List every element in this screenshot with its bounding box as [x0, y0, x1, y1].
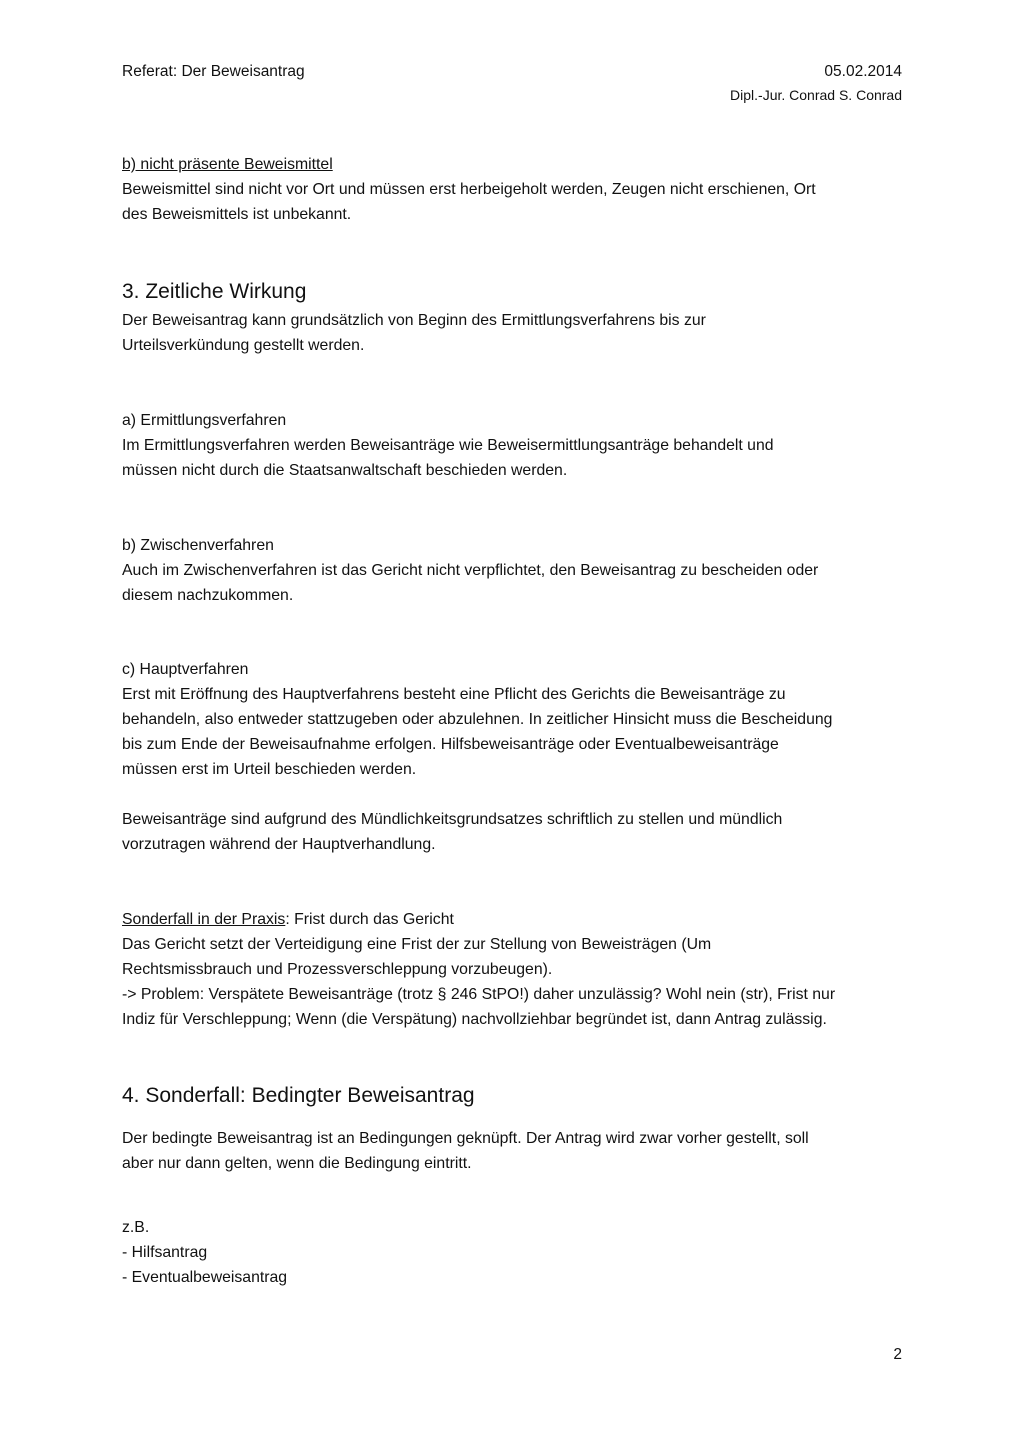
- heading-zeitliche-wirkung: 3. Zeitliche Wirkung: [122, 280, 307, 303]
- subtitle-hauptverfahren: c) Hauptverfahren: [122, 661, 249, 678]
- sonderfall-praxis-title: [122, 907, 454, 932]
- paragraph-line: Der bedingte Beweisantrag ist an Bedingungen geknüpft. Der Antrag wird zwar vorher gestellt, soll: [122, 1130, 809, 1147]
- list-item: - Eventualbeweisantrag: [122, 1269, 288, 1286]
- paragraph-line: Erst mit Eröffnung des Hauptverfahrens besteht eine Pflicht des Gerichts die Beweisanträge zu: [122, 686, 786, 703]
- subtitle-zwischenverfahren: b) Zwischenverfahren: [122, 537, 274, 554]
- list-item: - Hilfsantrag: [122, 1244, 208, 1261]
- paragraph-line: vorzutragen während der Hauptverhandlung.: [122, 836, 436, 853]
- paragraph-line: Beweismittel sind nicht vor Ort und müssen erst herbeigeholt werden, Zeugen nicht erschienen, Ort: [122, 181, 816, 198]
- subtitle-ermittlungsverfahren: a) Ermittlungsverfahren: [122, 412, 287, 429]
- header-date: 05.02.2014: [824, 63, 902, 80]
- paragraph-line: Auch im Zwischenverfahren ist das Gericht nicht verpflichtet, den Beweisantrag zu bescheiden oder: [122, 562, 819, 579]
- header-title: Referat: Der Beweisantrag: [122, 63, 305, 80]
- paragraph-line: Der Beweisantrag kann grundsätzlich von Beginn des Ermittlungsverfahrens bis zur: [122, 312, 706, 329]
- heading-bedingter-beweisantrag: 4. Sonderfall: Bedingter Beweisantrag: [122, 1084, 475, 1107]
- paragraph-line: Rechtsmissbrauch und Prozessverschleppung vorzubeugen).: [122, 961, 553, 978]
- paragraph-line: diesem nachzukommen.: [122, 587, 294, 604]
- paragraph-line: des Beweismittels ist unbekannt.: [122, 206, 352, 223]
- example-label: z.B.: [122, 1219, 150, 1236]
- paragraph-line: müssen nicht durch die Staatsanwaltschaft beschieden werden.: [122, 462, 568, 479]
- paragraph-line: Urteilsverkündung gestellt werden.: [122, 337, 365, 354]
- paragraph-line: Beweisanträge sind aufgrund des Mündlichkeitsgrundsatzes schriftlich zu stellen und mündlich: [122, 811, 783, 828]
- paragraph-line: bis zum Ende der Beweisaufnahme erfolgen. Hilfsbeweisanträge oder Eventualbeweisanträge: [122, 736, 779, 753]
- page-number: 2: [893, 1346, 902, 1363]
- header-author: Dipl.-Jur. Conrad S. Conrad: [730, 87, 902, 103]
- paragraph-line: Im Ermittlungsverfahren werden Beweisanträge wie Beweisermittlungsanträge behandelt und: [122, 437, 774, 454]
- paragraph-line: aber nur dann gelten, wenn die Bedingung eintritt.: [122, 1155, 472, 1172]
- paragraph-line: müssen erst im Urteil beschieden werden.: [122, 761, 417, 778]
- sonderfall-praxis-label-rest: : Frist durch das Gericht: [285, 911, 454, 928]
- paragraph-line: Indiz für Verschleppung; Wenn (die Verspätung) nachvollziehbar begründet ist, dann Antrag zulässig.: [122, 1011, 827, 1028]
- sonderfall-praxis-label: Sonderfall in der Praxis: [122, 911, 286, 928]
- subtitle-nicht-praesente-beweismittel: b) nicht präsente Beweismittel: [122, 156, 333, 173]
- paragraph-line: -> Problem: Verspätete Beweisanträge (trotz § 246 StPO!) daher unzulässig? Wohl nein (str), Frist nur: [122, 986, 836, 1003]
- paragraph-line: Das Gericht setzt der Verteidigung eine Frist der zur Stellung von Beweisträgen (Um: [122, 936, 712, 953]
- paragraph-line: behandeln, also entweder stattzugeben oder abzulehnen. In zeitlicher Hinsicht muss die Bescheidung: [122, 711, 833, 728]
